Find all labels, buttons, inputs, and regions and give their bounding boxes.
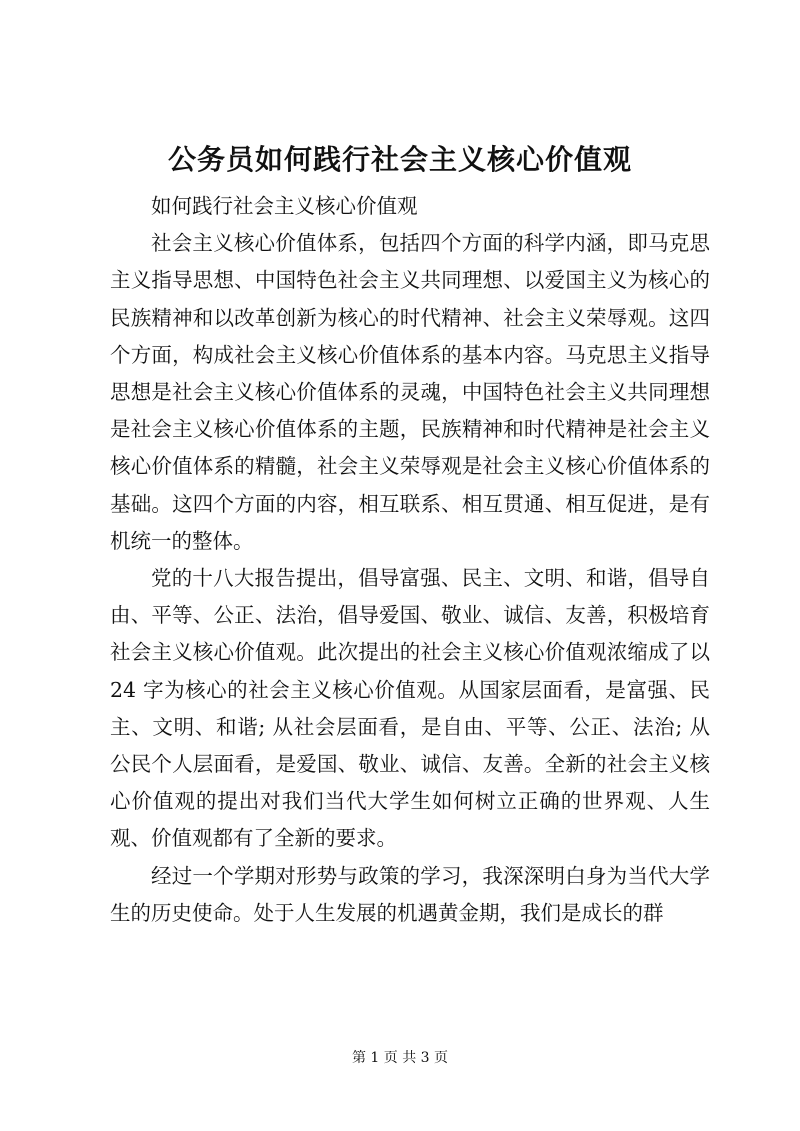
paragraph-subtitle: 如何践行社会主义核心价值观 [151, 194, 418, 218]
paragraph-eighteenth-congress: 党的十八大报告提出，倡导富强、民主、文明、和谐，倡导自由、平等、公正、法治，倡导爱国、敬业、诚信、友善，积极培育社会主义核心价值观。此次提出的社会主义核心价值观浓缩成了以 24 字为核心的社会主义核心价值观。从国家层面看，是富强、民主、文明、和谐; 从社会层面看，是自由、平等、公正、法治; 从公民个人层面看，是爱国、敬业、诚信、友善。全新的社会主义核心价值观的提出对我们当代大学生如何树立正确的世界观、人生观、价值观都有了全新的要求。 [110, 566, 710, 851]
paragraph-study-reflection: 经过一个学期对形势与政策的学习，我深深明白身为当代大学生的历史使命。处于人生发展的机遇黄金期，我们是成长的群 [110, 863, 710, 925]
document-body [110, 188, 710, 932]
page-number-footer: 第 1 页 共 3 页 [351, 1050, 449, 1066]
document-title: 公务员如何践行社会主义核心价值观 [167, 143, 632, 176]
paragraph-core-value-system: 社会主义核心价值体系，包括四个方面的科学内涵，即马克思主义指导思想、中国特色社会主义共同理想、以爱国主义为核心的民族精神和以改革创新为核心的时代精神、社会主义荣辱观。这四个方面，构成社会主义核心价值体系的基本内容。马克思主义指导思想是社会主义核心价值体系的灵魂，中国特色社会主义共同理想是社会主义核心价值体系的主题，民族精神和时代精神是社会主义核心价值体系的精髓，社会主义荣辱观是社会主义核心价值体系的基础。这四个方面的内容，相互联系、相互贯通、相互促进，是有机统一的整体。 [110, 231, 710, 553]
